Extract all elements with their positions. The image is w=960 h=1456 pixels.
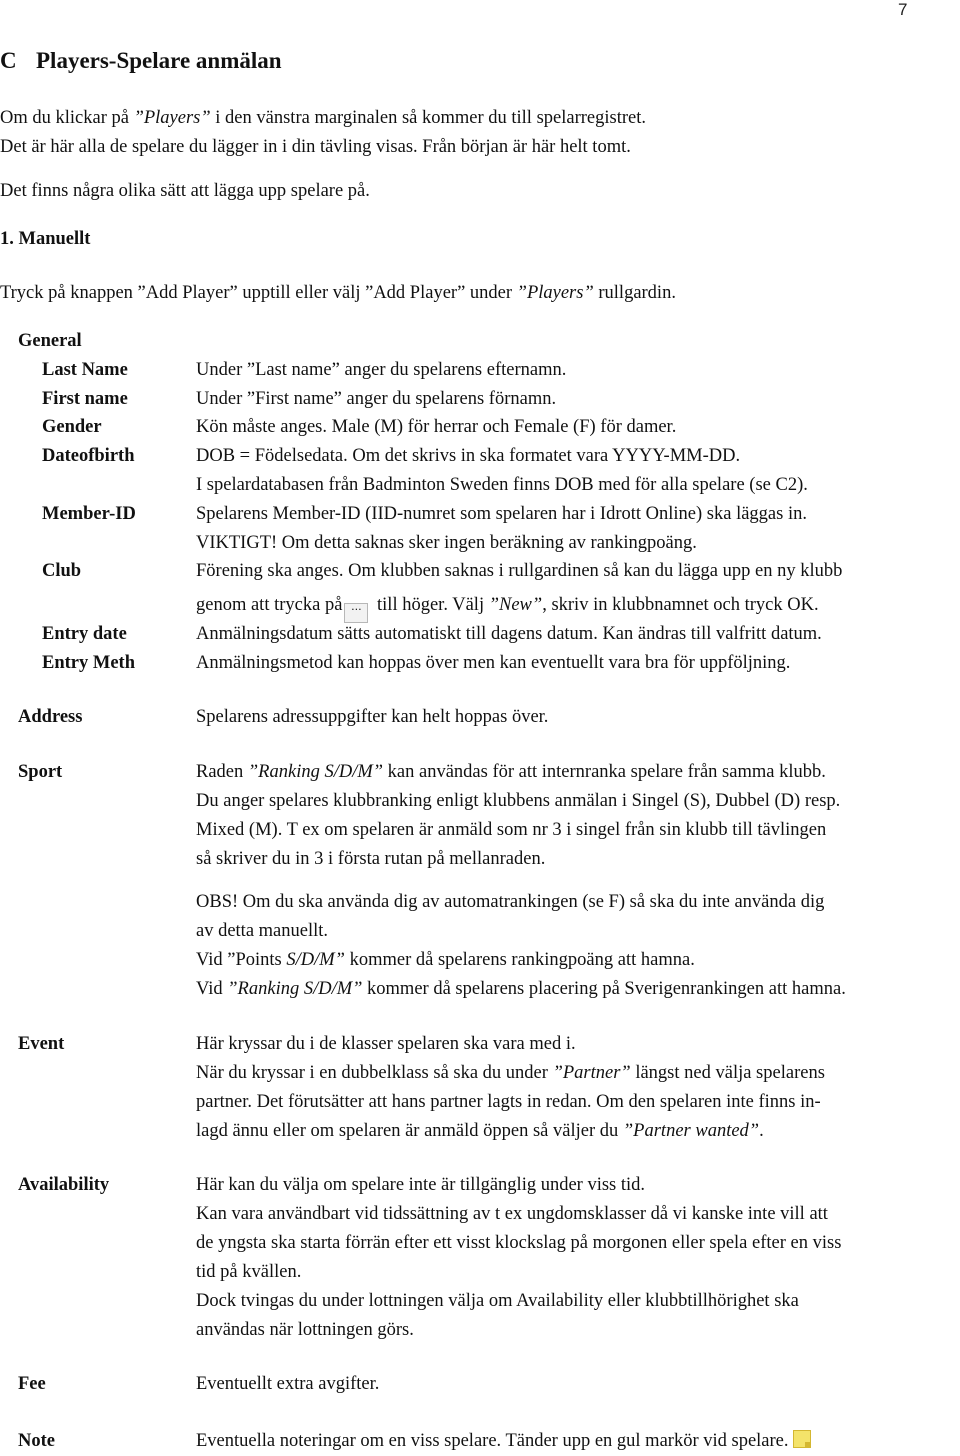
section-heading [0, 48, 282, 74]
players-term: ”Players” [133, 108, 211, 128]
label-last-name: Last Name [42, 360, 128, 380]
desc-note: Eventuella noteringar om en viss spelare. Tänder upp en gul markör vid spelare. [196, 1427, 811, 1456]
label-dateofbirth: Dateofbirth [42, 446, 135, 466]
label-gender: Gender [42, 417, 102, 437]
desc-last-name: Under ”Last name” anger du spelarens efternamn. [196, 360, 567, 380]
desc-club-2: genom att trycka på ··· till höger. Välj ”New”, skriv in klubbnamnet och tryck OK. [196, 591, 819, 623]
desc-address: Spelarens adressuppgifter kan helt hoppas över. [196, 707, 549, 727]
label-entry-meth: Entry Meth [42, 653, 135, 673]
desc-event: Här kryssar du i de klasser spelaren ska vara med i. När du kryssar i en dubbelklass så ska du under ”Partner” längst ned välja spelarens partner. Det förutsätter att hans partner lagts in redan. Om den spelaren inte finns in- lagd ännu eller om spelaren är anmäld öppen så väljer du ”Partner wanted”. [196, 1034, 825, 1141]
label-general: General [18, 331, 82, 351]
label-club: Club [42, 561, 82, 581]
desc-entry-date: Anmälningsdatum sätts automatiskt till dagens datum. Kan ändras till valfritt datum. [196, 624, 822, 644]
section-letter: C [0, 48, 17, 73]
label-fee: Fee [18, 1374, 46, 1394]
desc-availability: Här kan du välja om spelare inte är tillgänglig under viss tid. Kan vara användbart vid tidssättning av t ex ungdomsklasser då vi kanske inte vill att de yngsta ska starta förrän efter ett visst klockslag på morgonen eller spela efter en viss tid på kvällen. Dock tvingas du under lottningen välja om Availability eller klubbtillhörighet ska användas när lottningen görs. [196, 1175, 842, 1340]
label-address: Address [18, 707, 83, 727]
desc-sport: Raden ”Ranking S/D/M” kan användas för att internranka spelare från samma klubb. Du anger spelares klubbranking enligt klubbens anmälan i Singel (S), Dubbel (D) resp. Mixed (M). T ex om spelaren är anmäld som nr 3 i singel från sin klubb till tävlingen så skriver du in 3 i första rutan på mellanraden. [196, 762, 841, 869]
label-first-name: First name [42, 389, 128, 409]
desc-first-name: Under ”First name” anger du spelarens förnamn. [196, 389, 557, 409]
section-title: Players-Spelare anmälan [36, 48, 282, 73]
label-entry-date: Entry date [42, 624, 127, 644]
manual-instruction: Tryck på knappen ”Add Player” upptill eller välj ”Add Player” under ”Players” rullgardin. [0, 283, 676, 303]
label-event: Event [18, 1034, 65, 1054]
label-member-id: Member-ID [42, 504, 136, 524]
sticky-note-icon [793, 1430, 811, 1448]
intro-line-3: Det finns några olika sätt att lägga upp spelare på. [0, 181, 370, 201]
label-availability: Availability [18, 1175, 110, 1195]
desc-fee: Eventuellt extra avgifter. [196, 1374, 380, 1394]
desc-dateofbirth: DOB = Födelsedata. Om det skrivs in ska formatet vara YYYY-MM-DD. I spelardatabasen från Badminton Sweden finns DOB med för alla spelare (se C2). [196, 446, 808, 495]
desc-sport-obs: OBS! Om du ska använda dig av automatrankingen (se F) så ska du inte använda dig av detta manuellt. Vid ”Points S/D/M” kommer då spelarens rankingpoäng att hamna. Vid ”Ranking S/D/M” kommer då spelarens placering på Sverigenrankingen att hamna. [196, 892, 846, 999]
ellipsis-button-icon: ··· [344, 603, 368, 623]
subsection-title: 1. Manuellt [0, 229, 91, 249]
intro-line-1: Om du klickar på ”Players” i den vänstra marginalen så kommer du till spelarregistret. [0, 108, 646, 128]
desc-gender: Kön måste anges. Male (M) för herrar och Female (F) för damer. [196, 417, 677, 437]
desc-member-id: Spelarens Member-ID (IID-numret som spelaren har i Idrott Online) ska läggas in. VIKTIGT! Om detta saknas sker ingen beräkning av rankingpoäng. [196, 504, 807, 553]
desc-entry-meth: Anmälningsmetod kan hoppas över men kan eventuellt vara bra för uppföljning. [196, 653, 791, 673]
page-number: 7 [898, 0, 908, 19]
label-note: Note [18, 1431, 55, 1451]
desc-club-1: Förening ska anges. Om klubben saknas i rullgardinen så kan du lägga upp en ny klubb [196, 561, 843, 581]
label-sport: Sport [18, 762, 63, 782]
intro-line-2: Det är här alla de spelare du lägger in i din tävling visas. Från början är här helt tomt. [0, 137, 631, 157]
